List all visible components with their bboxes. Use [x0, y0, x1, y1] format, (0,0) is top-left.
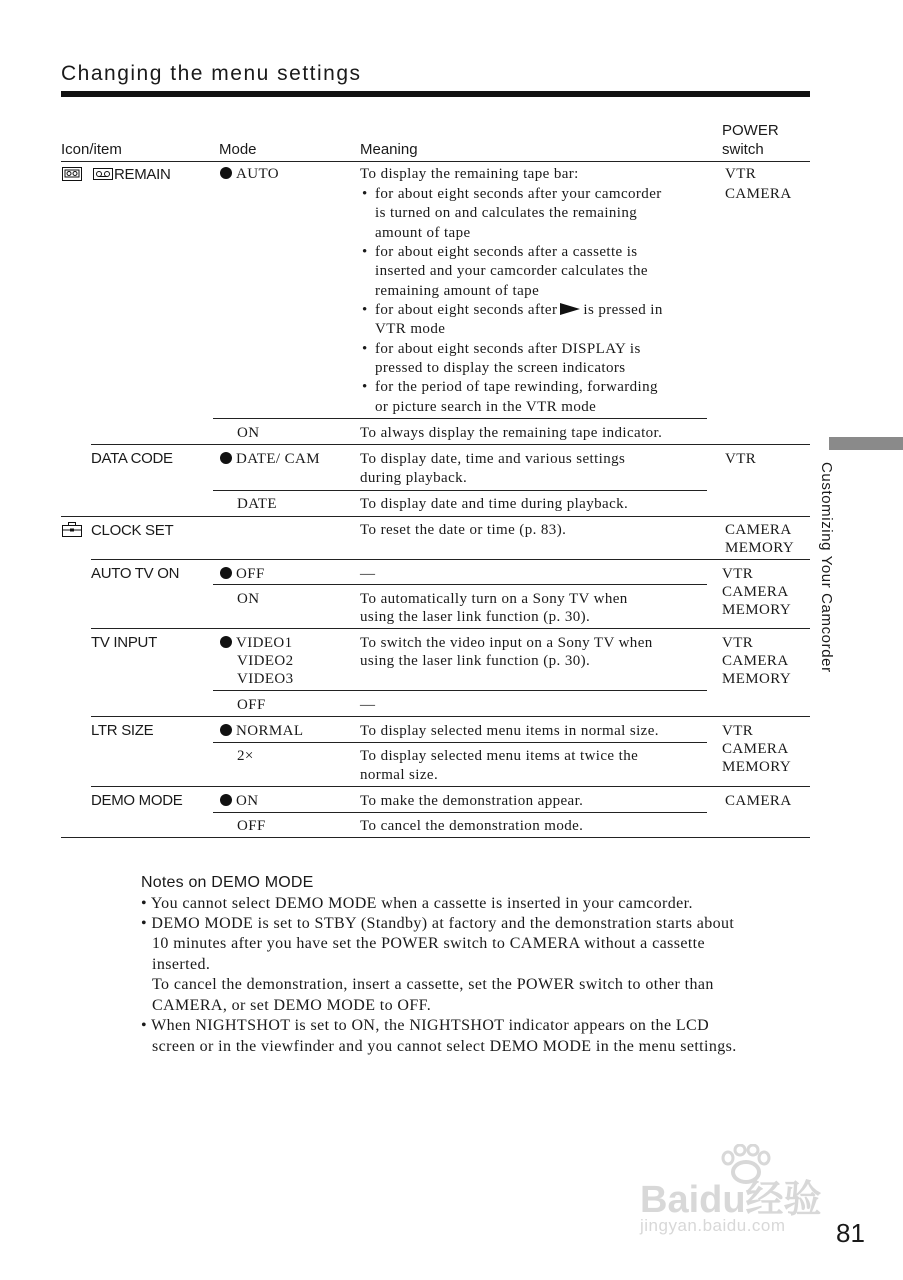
note-2-line5: CAMERA, or set DEMO MODE to OFF.	[152, 997, 432, 1014]
mode-tv-input-2: OFF	[237, 697, 266, 713]
item-data-code: DATA CODE	[91, 450, 173, 467]
row-rule	[213, 690, 707, 691]
power-remain-1: VTR	[725, 166, 757, 182]
meaning-remain-b1-line1: for about eight seconds after your camcorder	[375, 186, 662, 202]
meaning-data-code-1-line1: To display date, time and various settings	[360, 451, 626, 467]
page-title: Changing the menu settings	[61, 62, 362, 85]
watermark-url: jingyan.baidu.com	[640, 1216, 786, 1235]
header-mode: Mode	[219, 141, 257, 158]
default-setting-dot	[220, 452, 232, 464]
bullet-remain-4: •	[362, 341, 368, 357]
meaning-remain-b5-line1: for the period of tape rewinding, forwarding	[375, 379, 658, 395]
bullet-remain-2: •	[362, 244, 368, 260]
tape-menu-icon	[62, 167, 82, 181]
mode-demo-mode-2: OFF	[237, 818, 266, 834]
mode-ltr-size-2: 2×	[237, 748, 254, 764]
power-tv-input-1: VTR	[722, 635, 754, 651]
item-demo-mode: DEMO MODE	[91, 792, 183, 809]
note-2-line2: 10 minutes after you have set the POWER switch to CAMERA without a cassette	[152, 935, 706, 952]
cassette-icon	[93, 168, 113, 180]
power-ltr-size-2: CAMERA	[722, 741, 789, 757]
meaning-tv-input-1-line1: To switch the video input on a Sony TV when	[360, 635, 653, 651]
mode-auto-tv-on-2: ON	[237, 591, 260, 607]
power-auto-tv-on-1: VTR	[722, 566, 754, 582]
header-power-line1: POWER	[722, 122, 779, 139]
row-rule	[61, 516, 810, 517]
default-setting-dot	[220, 567, 232, 579]
meaning-demo-mode-1: To make the demonstration appear.	[360, 793, 584, 809]
item-auto-tv-on: AUTO TV ON	[91, 565, 180, 582]
bullet-remain-5: •	[362, 379, 368, 395]
power-ltr-size-1: VTR	[722, 723, 754, 739]
mode-tv-input-1: VIDEO1	[220, 634, 293, 653]
power-auto-tv-on-2: CAMERA	[722, 584, 789, 600]
mode-ltr-size-1: NORMAL	[220, 722, 303, 741]
page-number: 81	[836, 1218, 865, 1248]
note-3-line2: screen or in the viewfinder and you cannot select DEMO MODE in the menu settings.	[152, 1038, 737, 1055]
meaning-remain-on: To always display the remaining tape indicator.	[360, 425, 663, 441]
meaning-ltr-size-2-line2: normal size.	[360, 767, 439, 783]
mode-remain-auto: AUTO	[220, 165, 279, 184]
meaning-ltr-size-1: To display selected menu items in normal size.	[360, 723, 659, 739]
meaning-remain-intro: To display the remaining tape bar:	[360, 166, 579, 182]
item-clock-set: CLOCK SET	[91, 522, 174, 539]
row-rule	[91, 716, 810, 717]
header-rule	[61, 161, 810, 162]
mode-demo-mode-1: ON	[220, 792, 258, 811]
mode-tv-input-1c: VIDEO3	[237, 671, 294, 687]
mode-remain-on: ON	[237, 425, 260, 441]
power-auto-tv-on-3: MEMORY	[722, 602, 792, 618]
power-ltr-size-3: MEMORY	[722, 759, 792, 775]
meaning-clock-set: To reset the date or time (p. 83).	[360, 522, 567, 538]
meaning-remain-b3-line1: for about eight seconds after is pressed in	[375, 302, 663, 318]
note-2-line4: To cancel the demonstration, insert a cassette, set the POWER switch to other than	[152, 976, 714, 993]
meaning-remain-b4-line2: pressed to display the screen indicators	[375, 360, 626, 376]
default-setting-dot	[220, 794, 232, 806]
header-meaning: Meaning	[360, 141, 418, 158]
meaning-remain-b1-line3: amount of tape	[375, 225, 471, 241]
bullet-remain-3: •	[362, 302, 368, 318]
header-icon-item: Icon/item	[61, 141, 122, 158]
section-tab-marker	[829, 437, 903, 450]
meaning-remain-b2-line2: inserted and your camcorder calculates the	[375, 263, 648, 279]
power-demo-mode: CAMERA	[725, 793, 792, 809]
power-remain-2: CAMERA	[725, 186, 792, 202]
note-1: • You cannot select DEMO MODE when a cassette is inserted in your camcorder.	[141, 895, 693, 912]
mode-auto-tv-on-1: OFF	[220, 565, 265, 584]
play-icon	[560, 303, 580, 315]
meaning-auto-tv-on-1: —	[360, 566, 376, 582]
meaning-remain-b4-line1: for about eight seconds after DISPLAY is	[375, 341, 641, 357]
meaning-remain-b2-line3: remaining amount of tape	[375, 283, 540, 299]
default-setting-dot	[220, 724, 232, 736]
item-remain: REMAIN	[114, 166, 171, 183]
meaning-data-code-1-line2: during playback.	[360, 470, 468, 486]
row-rule	[91, 628, 810, 629]
watermark-logo: Baidu经验	[640, 1179, 822, 1221]
meaning-demo-mode-2: To cancel the demonstration mode.	[360, 818, 584, 834]
mode-tv-input-1b: VIDEO2	[237, 653, 294, 669]
notes-title: Notes on DEMO MODE	[141, 874, 314, 891]
power-data-code: VTR	[725, 451, 757, 467]
item-tv-input: TV INPUT	[91, 634, 157, 651]
row-rule	[213, 418, 707, 419]
power-tv-input-2: CAMERA	[722, 653, 789, 669]
note-2-line3: inserted.	[152, 956, 211, 973]
row-rule	[91, 786, 810, 787]
meaning-remain-b1-line2: is turned on and calculates the remaining	[375, 205, 638, 221]
row-rule	[213, 812, 707, 813]
note-2-line1: • DEMO MODE is set to STBY (Standby) at factory and the demonstration starts about	[141, 915, 735, 932]
mode-data-code-2: DATE	[237, 496, 277, 512]
meaning-ltr-size-2-line1: To display selected menu items at twice the	[360, 748, 639, 764]
meaning-data-code-2: To display date and time during playback.	[360, 496, 629, 512]
row-rule	[213, 584, 707, 585]
row-rule	[213, 490, 707, 491]
power-clock-set-2: MEMORY	[725, 540, 795, 556]
meaning-auto-tv-on-2-line1: To automatically turn on a Sony TV when	[360, 591, 628, 607]
row-rule	[91, 559, 810, 560]
bullet-remain-1: •	[362, 186, 368, 202]
power-clock-set-1: CAMERA	[725, 522, 792, 538]
default-setting-dot	[220, 636, 232, 648]
header-power-line2: switch	[722, 141, 764, 158]
meaning-auto-tv-on-2-line2: using the laser link function (p. 30).	[360, 609, 591, 625]
meaning-tv-input-2: —	[360, 697, 376, 713]
meaning-remain-b5-line2: or picture search in the VTR mode	[375, 399, 597, 415]
default-setting-dot	[220, 167, 232, 179]
note-3-line1: • When NIGHTSHOT is set to ON, the NIGHTSHOT indicator appears on the LCD	[141, 1017, 710, 1034]
item-ltr-size: LTR SIZE	[91, 722, 154, 739]
meaning-remain-b2-line1: for about eight seconds after a cassette is	[375, 244, 638, 260]
mode-data-code-1: DATE/ CAM	[220, 450, 320, 469]
meaning-tv-input-1-line2: using the laser link function (p. 30).	[360, 653, 591, 669]
meaning-remain-b3-line2: VTR mode	[375, 321, 446, 337]
section-tab-label: Customizing Your Camcorder	[818, 462, 835, 673]
row-rule	[91, 444, 810, 445]
title-rule	[61, 91, 810, 97]
table-bottom-rule	[61, 837, 810, 838]
row-rule	[213, 742, 707, 743]
toolbox-menu-icon	[62, 522, 82, 537]
power-tv-input-3: MEMORY	[722, 671, 792, 687]
